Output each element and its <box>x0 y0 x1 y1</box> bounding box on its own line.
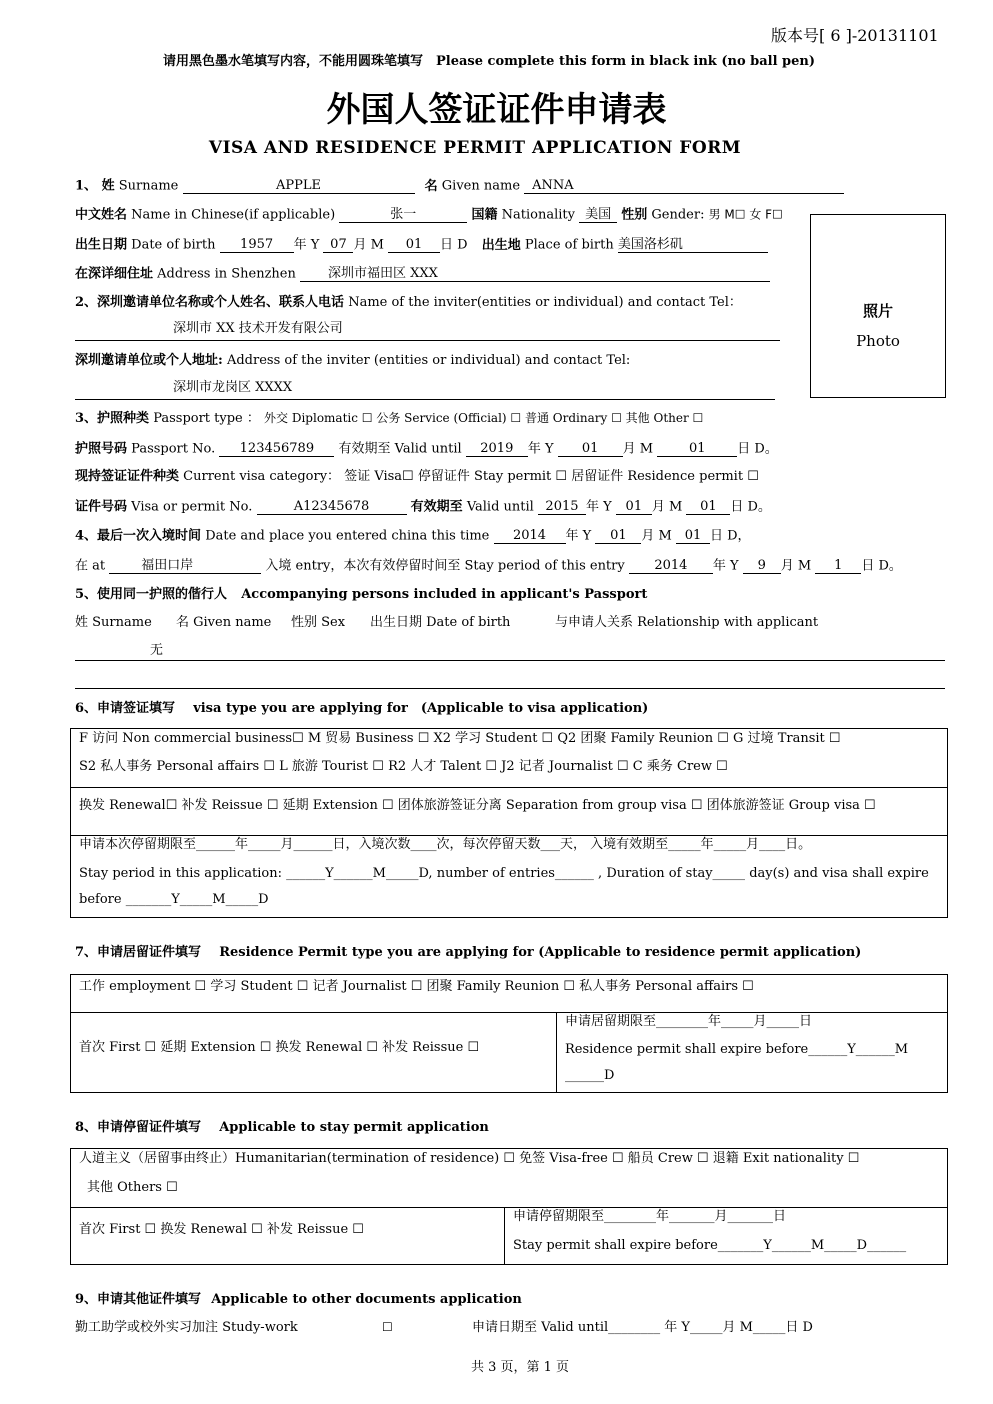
companion-line-1[interactable] <box>75 644 945 661</box>
entry-day-field[interactable]: 01 <box>676 528 710 544</box>
pob-label-cn: 出生地 <box>481 237 521 253</box>
col-given-name: 名 Given name <box>176 615 272 630</box>
accompanying-title-en: Accompanying persons included in applicant's Passport <box>241 587 648 602</box>
inviter-address-field[interactable] <box>75 381 775 400</box>
companion-line-2[interactable] <box>75 688 945 689</box>
stay-year-unit: 年 Y <box>712 558 739 574</box>
photo-label-cn: 照片 <box>862 302 893 320</box>
entry-port-row <box>75 558 902 574</box>
address-row <box>75 266 770 282</box>
visa-stay-row-cn[interactable]: 申请本次停留期限至______年_____月______日，入境次数____次，每次停留天数___天， 入境有效期至_____年_____月____日。 <box>79 837 812 852</box>
passport-type-label: Passport type ： <box>153 411 260 426</box>
other-docs-title-cn: 9、申请其他证件填写 <box>75 1292 202 1307</box>
entry-day-unit: 日 D， <box>709 528 751 544</box>
entry-month-unit: 月 M <box>641 528 672 544</box>
stay-day-unit: 日 D。 <box>861 558 902 574</box>
dob-month-unit: 月 M <box>353 237 384 253</box>
stay-month-field[interactable]: 9 <box>743 558 781 574</box>
dob-month-field[interactable]: 07 <box>323 237 353 253</box>
dob-year-unit: 年 Y <box>293 237 320 253</box>
residence-period-cn[interactable]: 申请居留期限至________年_____月_____日 <box>565 1014 813 1029</box>
stay-type-others[interactable]: 其他 Others ☐ <box>87 1180 178 1195</box>
accompanying-title-cn: 5、使用同一护照的偕行人 <box>75 587 228 602</box>
col-surname: 姓 Surname <box>75 615 152 630</box>
permit-valid-label: Valid until <box>466 499 534 515</box>
dob-label-cn: 出生日期 <box>75 237 128 253</box>
residence-col-divider <box>556 1012 557 1092</box>
dob-row <box>75 237 768 253</box>
visa-type-table <box>70 728 948 918</box>
passport-no-row <box>75 441 778 457</box>
permit-valid-label-cn: 有效期至 <box>410 499 463 515</box>
stay-year-field[interactable]: 2014 <box>629 558 713 574</box>
pob-label: Place of birth <box>524 237 614 253</box>
permit-valid-year-field[interactable]: 2015 <box>538 499 586 515</box>
stay-divider <box>71 1207 947 1208</box>
other-docs-title <box>75 1293 522 1307</box>
passport-valid-day-field[interactable]: 01 <box>657 441 737 457</box>
last-entry-label: Date and place you entered china this time <box>205 528 490 544</box>
study-work-checkbox[interactable]: ☐ <box>382 1320 393 1334</box>
residence-type-row[interactable]: 工作 employment ☐ 学习 Student ☐ 记者 Journalist ☐ 团聚 Family Reunion ☐ 私人事务 Personal affairs ☐ <box>79 979 754 994</box>
col-relationship: 与申请人关系 Relationship with applicant <box>555 615 819 630</box>
passport-type-row <box>75 412 703 426</box>
stay-type-row[interactable]: 人道主义（居留事由终止）Humanitarian(termination of residence) ☐ 免签 Visa-free ☐ 船员 Crew ☐ 退籍 Exit nationality ☐ <box>79 1151 860 1166</box>
stay-day-field[interactable]: 1 <box>815 558 861 574</box>
cn-name-label: Name in Chinese(if applicable) <box>131 207 336 223</box>
page-number: 共 3 页，第 1 页 <box>470 1360 570 1375</box>
stay-section-title-en: Applicable to stay permit application <box>219 1120 489 1135</box>
dob-label: Date of birth <box>131 237 216 253</box>
companion-none-value: 无 <box>150 643 164 658</box>
inviter-title-cn: 2、深圳邀请单位名称或个人姓名、联系人电话 <box>75 295 345 310</box>
stay-month-unit: 月 M <box>780 558 812 574</box>
inviter-address-title-row <box>75 354 630 368</box>
current-visa-label-cn: 现持签证证件种类 <box>75 469 180 484</box>
given-name-field[interactable]: ANNA <box>524 178 844 194</box>
inviter-title-en: Name of the inviter(entities or individual) and contact Tel： <box>348 295 742 310</box>
residence-apply-type-row[interactable]: 首次 First ☐ 延期 Extension ☐ 换发 Renewal ☐ 补发 Reissue ☐ <box>79 1040 480 1055</box>
visa-section-title <box>75 702 648 716</box>
residence-period-en[interactable]: Residence permit shall expire before______Y______M <box>565 1042 909 1057</box>
residence-period-day[interactable]: ______D <box>565 1068 615 1083</box>
visa-type-row-1[interactable]: F 访问 Non commercial business☐ M 贸易 Business ☐ X2 学习 Student ☐ Q2 团聚 Family Reunion ☐ G 过境 Transit ☐ <box>79 731 841 746</box>
photo-box[interactable] <box>810 214 946 398</box>
surname-label-cn: 1、 姓 <box>75 178 115 194</box>
visa-apply-type-row[interactable]: 换发 Renewal☐ 补发 Reissue ☐ 延期 Extension ☐ 团体旅游签证分离 Separation from group visa ☐ 团体旅游签证 Group visa ☐ <box>79 798 876 813</box>
stay-period-cn[interactable]: 申请停留期限至________年_______月_______日 <box>513 1209 787 1224</box>
passport-no-field[interactable]: 123456789 <box>219 441 334 457</box>
passport-valid-day-unit: 日 D。 <box>737 441 778 457</box>
passport-valid-month-unit: 月 M <box>622 441 654 457</box>
nationality-label: Nationality <box>501 207 575 223</box>
entry-port-field[interactable]: 福田口岸 <box>109 558 261 574</box>
given-label-cn: 名 <box>424 178 438 194</box>
col-dob: 出生日期 Date of birth <box>370 615 511 630</box>
current-visa-label: Current visa category： <box>183 469 341 484</box>
visa-divider-1 <box>71 787 947 788</box>
pob-field[interactable]: 美国洛杉矶 <box>618 237 768 253</box>
entry-year-unit: 年 Y <box>565 528 592 544</box>
version-number: 版本号[ 6 ]-20131101 <box>771 26 939 45</box>
inviter-address-title-en: Address of the inviter (entities or individual) and contact Tel: <box>226 353 631 368</box>
permit-no-label-cn: 证件号码 <box>75 499 128 515</box>
nationality-label-cn: 国籍 <box>471 207 498 223</box>
residence-section-title <box>75 946 861 960</box>
entry-month-field[interactable]: 01 <box>595 528 641 544</box>
permit-no-label: Visa or permit No. <box>131 499 253 515</box>
surname-label: Surname <box>118 178 179 194</box>
entry-text: 入境 entry，本次有效停留时间至 <box>265 558 461 574</box>
cn-name-label-cn: 中文姓名 <box>75 207 128 223</box>
address-label-cn: 在深详细住址 <box>75 266 154 282</box>
stay-permit-table <box>70 1148 948 1265</box>
passport-type-options[interactable]: 外交 Diplomatic ☐ 公务 Service (Official) ☐ 普通 Ordinary ☐ 其他 Other ☐ <box>264 411 704 425</box>
surname-field[interactable]: APPLE <box>183 178 415 194</box>
permit-valid-month-field[interactable]: 01 <box>616 499 652 515</box>
passport-no-label: Passport No. <box>131 441 216 457</box>
permit-valid-day-field[interactable]: 01 <box>686 499 730 515</box>
surname-row <box>75 178 844 194</box>
last-entry-row <box>75 528 751 544</box>
gender-checkboxes[interactable]: 男 M☐ 女 F☐ <box>708 207 783 222</box>
permit-valid-month-unit: 月 M <box>651 499 683 515</box>
stay-col-divider <box>504 1207 505 1264</box>
form-title-cn: 外国人签证证件申请表 <box>326 90 667 130</box>
ink-instruction: 请用黑色墨水笔填写内容，不能用圆珠笔填写 Please complete this form in black ink (no ball pen) <box>163 54 816 69</box>
passport-no-label-cn: 护照号码 <box>75 441 128 457</box>
address-label: Address in Shenzhen <box>157 266 296 282</box>
inviter-address-title-cn: 深圳邀请单位或个人地址: <box>75 353 223 368</box>
chinese-name-row <box>75 207 783 223</box>
residence-section-title-cn: 7、申请居留证件填写 <box>75 945 202 960</box>
stay-period-en[interactable]: Stay permit shall expire before_______Y______M_____D______ <box>513 1238 907 1253</box>
photo-label-en: Photo <box>856 332 900 350</box>
gender-label-cn: 性别 <box>621 207 648 223</box>
stay-apply-type-row[interactable]: 首次 First ☐ 换发 Renewal ☐ 补发 Reissue ☐ <box>79 1222 364 1237</box>
entry-year-field[interactable]: 2014 <box>494 528 566 544</box>
col-sex: 性别 Sex <box>291 615 346 630</box>
visa-section-title-cn: 6、申请签证填写 <box>75 701 176 716</box>
visa-type-row-2[interactable]: S2 私人事务 Personal affairs ☐ L 旅游 Tourist ☐ R2 人才 Talent ☐ J2 记者 Journalist ☐ C 乘务 Crew ☐ <box>79 759 728 774</box>
stay-period-label: Stay period of this entry <box>464 558 625 574</box>
address-field[interactable]: 深圳市福田区 XXX <box>300 266 770 282</box>
passport-valid-label: 有效期至 Valid until <box>338 441 462 457</box>
stay-section-title-cn: 8、申请停留证件填写 <box>75 1120 202 1135</box>
given-label: Given name <box>441 178 521 194</box>
passport-type-label-cn: 3、护照种类 <box>75 411 150 426</box>
passport-valid-year-field[interactable]: 2019 <box>466 441 528 457</box>
inviter-title-row <box>75 296 742 310</box>
study-work-valid-until[interactable]: 申请日期至 Valid until________ 年 Y_____月 M_____日 D <box>472 1320 813 1335</box>
visa-expire-row[interactable]: before _______Y_____M_____D <box>79 892 269 907</box>
permit-valid-day-unit: 日 D。 <box>730 499 771 515</box>
last-entry-label-cn: 4、最后一次入境时间 <box>75 528 202 544</box>
nationality-field[interactable]: 美国 <box>579 207 617 223</box>
permit-no-field[interactable]: A12345678 <box>257 499 407 515</box>
residence-section-title-en: Residence Permit type you are applying for (Applicable to residence permit application) <box>219 945 862 960</box>
inviter-field[interactable] <box>75 322 780 341</box>
current-visa-options[interactable]: 签证 Visa☐ 停留证件 Stay permit ☐ 居留证件 Residence permit ☐ <box>344 469 759 484</box>
other-docs-title-en: Applicable to other documents application <box>211 1292 522 1307</box>
entry-at-label: 在 at <box>75 558 106 574</box>
residence-divider <box>71 1012 947 1013</box>
residence-type-table <box>70 974 948 1093</box>
visa-divider-2 <box>71 835 947 836</box>
gender-label: Gender: <box>651 207 705 223</box>
current-visa-row <box>75 470 759 484</box>
visa-section-title-en: visa type you are applying for (Applicable to visa application) <box>193 701 649 716</box>
passport-valid-year-unit: 年 Y <box>527 441 554 457</box>
dob-day-field[interactable]: 01 <box>388 237 440 253</box>
study-work-label: 勤工助学或校外实习加注 Study-work <box>75 1320 298 1335</box>
dob-year-field[interactable]: 1957 <box>220 237 294 253</box>
passport-valid-month-field[interactable]: 01 <box>558 441 623 457</box>
form-title-en: VISA AND RESIDENCE PERMIT APPLICATION FORM <box>208 138 742 158</box>
permit-valid-year-unit: 年 Y <box>585 499 612 515</box>
visa-stay-row-en[interactable]: Stay period in this application: ______Y______M_____D, number of entries______ , Duration of stay_____ day(s) and visa shall expire <box>79 866 929 881</box>
accompanying-title-row <box>75 588 647 602</box>
chinese-name-field[interactable]: 张一 <box>339 207 467 223</box>
dob-day-unit: 日 D <box>440 237 468 253</box>
inviter-address-value: 深圳市龙岗区 XXXX <box>173 380 293 395</box>
permit-no-row <box>75 499 771 515</box>
stay-section-title <box>75 1121 489 1135</box>
inviter-value: 深圳市 XX 技术开发有限公司 <box>173 321 343 336</box>
